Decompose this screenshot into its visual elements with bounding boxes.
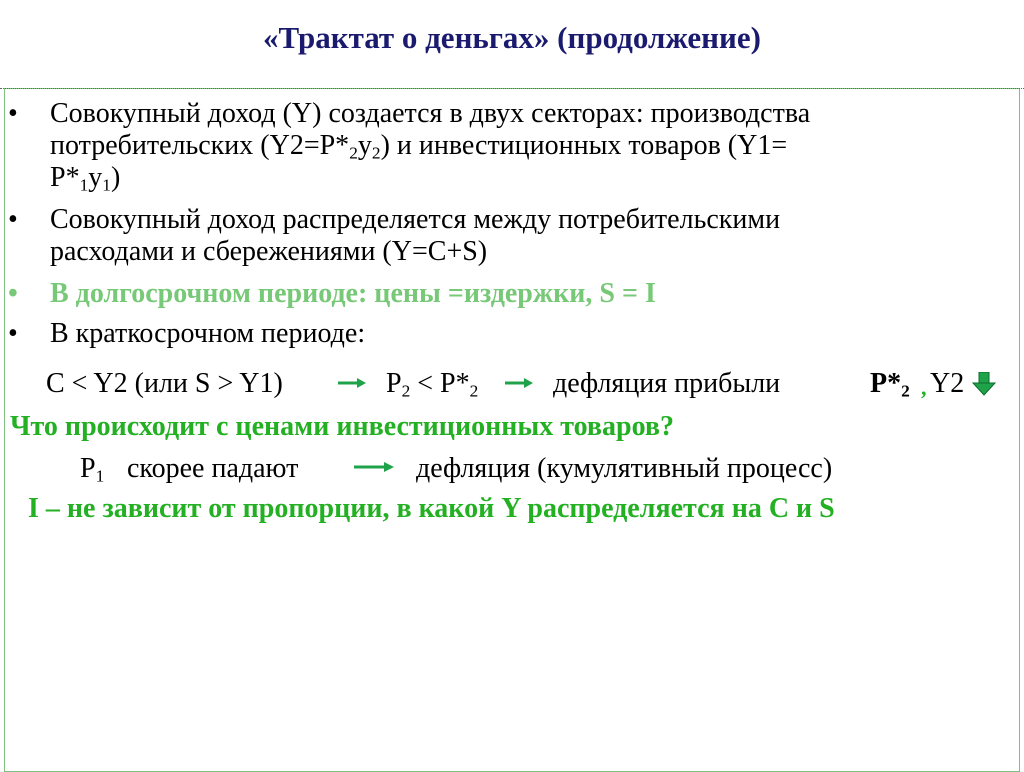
subscript: 2 [469,381,479,401]
text-fragment: ) и инвестиционных товаров (Y1= [380,130,788,161]
profit-deflation-text: дефляция прибыли [553,368,781,399]
bullet-4-short-run: В краткосрочном периоде: [50,318,366,349]
text-fragment: P* [870,368,902,399]
text-fragment: P [80,453,96,484]
subscript: 1 [102,175,111,195]
bullet-1-line-3 [50,162,120,200]
bullet-1-line-1: Совокупный доход (Y) создается в двух секторах: производства [50,98,811,129]
question-text: Что происходит с ценами инвестиционных товаров? [10,411,675,442]
text-fragment: ) [110,162,121,193]
bullet-1-line-2 [50,130,787,168]
bullet-marker: • [8,204,18,235]
text-fragment: < P* [410,368,470,399]
condition-text: C < Y2 (или S > Y1) [46,368,283,399]
bullet-2-line-1: Совокупный доход распределяется между потребительскими [50,204,781,235]
subscript: 2 [901,381,910,401]
bullet-3-long-run: В долгосрочном периоде: цены =издержки, S = I [50,278,656,309]
text-fragment: y [357,130,372,161]
bullet-marker: • [8,278,18,309]
subscript: 1 [95,466,105,486]
cumulative-process-text: дефляция (кумулятивный процесс) [416,453,833,484]
text-fragment: P [386,368,402,399]
down-arrow-icon [972,372,996,396]
conclusion-text: I – не зависит от пропорции, в какой Y распределяется на C и S [28,493,835,524]
price-relation [386,368,478,406]
text-fragment: P* [50,162,80,193]
slide-title: «Трактат о деньгах» (продолжение) [263,20,761,55]
subscript: 2 [401,381,411,401]
comma: , [921,375,927,400]
text-fragment: потребительских (Y2=P* [50,130,350,161]
right-arrow-icon [505,378,533,388]
falls-text: скорее падают [127,453,299,484]
subscript: 2 [371,143,381,163]
subscript: 2 [349,143,358,163]
bullet-marker: • [8,98,18,129]
subscript: 1 [79,175,89,195]
right-arrow-icon [338,378,366,388]
bullet-2-line-2: расходами и сбережениями (Y=C+S) [50,236,488,267]
right-arrow-icon [354,462,394,472]
title-divider [0,88,1024,89]
bullet-marker: • [8,318,18,349]
text-fragment: y [88,162,103,193]
p1-label [80,453,104,491]
p-star-2 [870,368,910,406]
y2-text: Y2 [930,368,965,399]
